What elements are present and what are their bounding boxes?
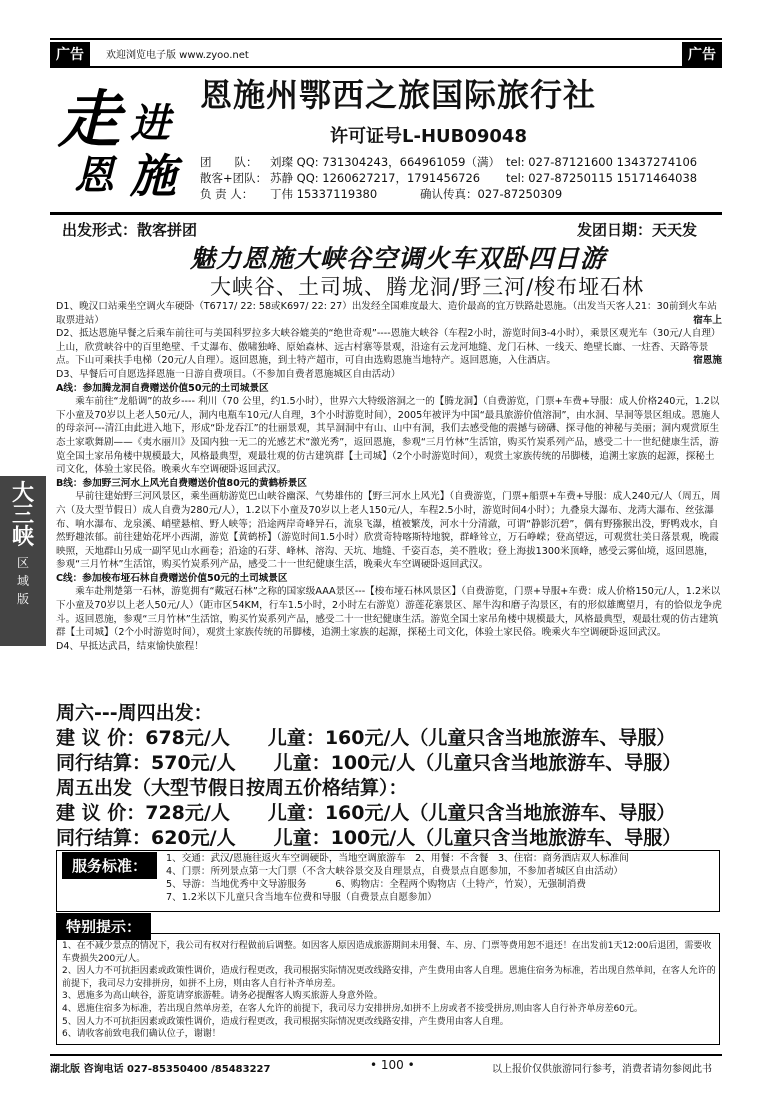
contact-tel: tel: 027-87250115 15171464038: [506, 171, 698, 185]
header-divider: [50, 212, 722, 215]
price-row: 同行结算：570元/人 儿童：100元/人（儿童只含当地旅游车、导服）: [56, 752, 682, 774]
itinerary-day-2: D2、抵达恩施早餐之后乘车前往可与美国科罗拉多大峡谷媲美的“绝世奇观”----恩施大峡谷（车程2小时，游览时间3-4小时），乘景区观光车（30元/人自理）上山，欣赏峡谷中的百里绝壁、千丈瀑布、傲啸独峰、原始森林、远古村寨等景观，沿途有云龙河地缝、龙门石林、一线天、绝壁长廊、一炷香、天路等景点。下山可乘扶手电梯（20元/人自理）。返回恩施，到土特产超市，可自由选购恩施当地特产。返回恩施，入住酒店。 宿恩施: [56, 328, 722, 367]
stay-label: 宿车上: [693, 314, 722, 326]
itinerary-day-3: D3、早餐后可自愿选择恩施一日游自费项目。（不参加自费者恩施城区自由活动）: [56, 368, 401, 380]
contact-row: [200, 186, 562, 202]
footer-contact: 湖北版 咨询电话 027-85350400 /85483227: [50, 1064, 271, 1075]
sidebar-char: 域: [16, 574, 29, 588]
option-b-text: 早前往建始野三河风景区，乘坐画舫游览巴山峡谷幽深、气势雄伟的【野三河水上风光】（自费游览，门票+船票+车费+导服：成人240元/人（周五，周六（及大型节假日）成人自费为280元/人），1.2以下小童及70岁以上老人150元/人，车程2.5小时，游览时间4小时）；九叠泉大瀑布、龙湾大瀑布、丝弦瀑布、响水瀑布、龙泉溪、峭壁悬棺、野人峡等；沿途两岸奇峰异石，流泉飞瀑，植被繁茂，河水十分清澈，可谓“静影沉碧”，偶有野猕猴出没，野鸭戏水，自然野趣浓郁。前往建始花坪小西湖，游览【黄鹤桥】（游览时间1.5小时）欣赏奇特喀斯特地貌，群峰耸立，万石峥嵘；登高望远，可观赏壮美日落景观，晚霞映照，天地群山另成一副罕见山水画卷；沿途的石芽、峰林、溶沟、天坑、地缝、千姿百态，美不胜收；登上海拔1300米顶峰，感受云雾仙境，返回恩施，参观“三月竹林”生活馆，购买竹炭系列产品，感受二十一世纪健康生活，晚乘火车空调硬卧返回武汉。: [56, 491, 721, 571]
logo-char-4: 施: [130, 149, 176, 203]
itinerary-day-1: D1、晚汉口站乘坐空调火车硬卧（T6717/ 22: 58或K697/ 22: 27）出发经全国难度最大、造价最高的宜万铁路赴恩施。（出发当天客人21：30前到火车站取票进站） 宿车上: [56, 301, 722, 326]
ad-tag-right: 广告: [682, 42, 722, 66]
page-number: • 100 •: [370, 1058, 415, 1072]
option-a-text: 乘车前往“龙船调”的故乡---- 利川（70 公里，约1.5小时），世界六大特级溶洞之一的【腾龙洞】（自费游览，门票+车费+导服：成人价格240元，1.2以下小童及70岁以上老人50元/人，洞内电瓶车10元/人自理，3个小时游览时间），2005年被评为中国“最具旅游价值溶洞”，由水洞、旱洞等景区组成。恩施人的母亲河---清江由此进入地下，形成“卧龙吞江”的壮丽景观，其旱洞洞中有山、山中有洞，我们去感受他的震撼与磅礴、探寻他的神秘与美丽；洞内观赏原生态土家歌舞剧——《夷水丽川》及国内独一无二的光感艺术“激光秀”，返回恩施，参观“三月竹林”生活馆，购买竹炭系列产品，感受二十一世纪健康生活，游览全国土家吊角楼中规模最大，风格最典型，观最壮观的仿古建筑群【土司城】（2个小时游览时间），观赏土家族传统的吊脚楼，追溯土家族的起源，探秘土司文化，体验土家民俗。晚乘火车空调硬卧返回武汉。: [56, 396, 720, 476]
contact-role: 散客+团队：: [200, 171, 268, 185]
notice-item: 3、恩施多为高山峡谷，游览请穿旅游鞋。请务必提醒客人购买旅游人身意外险。: [62, 991, 383, 1002]
logo: [56, 74, 190, 202]
sidebar-char: 大: [11, 480, 34, 506]
region-sidebar: [0, 476, 46, 646]
contact-name: 苏静 QQ: 1260627217，1791456726: [270, 171, 481, 185]
contact-name: 丁伟 15337119380: [270, 187, 378, 201]
service-label: 服务标准：: [62, 852, 157, 879]
price-row: 同行结算：620元/人 儿童：100元/人（儿童只含当地旅游车、导服）: [56, 827, 682, 849]
itinerary: [56, 300, 722, 653]
contact-row: [200, 154, 697, 170]
logo-char-2: 进: [130, 100, 170, 147]
contact-row: [200, 170, 697, 186]
ad-tag-left: 广告: [50, 42, 90, 66]
notice-list: [62, 940, 716, 1041]
contact-tel: tel: 027-87121600 13437274106: [506, 155, 698, 169]
option-b-title: B线：参加野三河水上风光自费赠送价值80元的黄鹤桥景区: [56, 477, 307, 489]
stay-label: 宿恩施: [693, 355, 722, 367]
sidebar-char: 峡: [11, 524, 34, 550]
service-list: [166, 852, 629, 904]
sidebar-char: 区: [16, 556, 29, 570]
logo-char-3: 恩: [74, 152, 114, 199]
service-item: 7、1.2米以下儿童只含当地车位费和导服（自费景点自愿参加）: [166, 892, 437, 903]
departure-form: 出发形式：散客拼团: [62, 221, 198, 239]
site-link[interactable]: 欢迎浏览电子版 www.zyoo.net: [106, 50, 249, 61]
contact-name: 刘璨 QQ: 731304243，664961059（满）: [270, 155, 500, 169]
departure-date: 发团日期：天天发: [576, 221, 697, 239]
itinerary-day-4: D4、早抵达武昌，结束愉快旅程！: [56, 640, 204, 652]
route-title: 魅力恩施大峡谷空调火车双卧四日游: [190, 244, 607, 273]
footer-disclaimer: 以上报价仅供旅游同行参考，消费者请勿参阅此书: [492, 1064, 712, 1075]
fax: 确认传真：027-87250309: [420, 187, 563, 201]
license-number: 许可证号L-HUB09048: [330, 126, 527, 147]
footer: [50, 1054, 722, 1075]
sidebar-char: 版: [16, 592, 29, 606]
top-ad-bar: [50, 38, 722, 68]
price-row: 建 议 价：678元/人 儿童：160元/人（儿童只含当地旅游车、导服）: [56, 727, 676, 749]
agency-name: 恩施州鄂西之旅国际旅行社: [200, 76, 597, 114]
notice-item: 1、在不减少景点的情况下，我公司有权对行程做前后调整。如因客人原因造成旅游期间未用餐、车、房、门票等费用恕不退还！在出发前1天12:00后退团，需要收车费损失200元/人。: [62, 941, 712, 964]
notice-label: 特别提示：: [56, 913, 151, 940]
price-heading-1: 周六---周四出发：: [56, 702, 213, 724]
sidebar-char: 三: [11, 502, 34, 528]
price-row: 建 议 价：728元/人 儿童：160元/人（儿童只含当地旅游车、导服）: [56, 802, 676, 824]
notice-item: 6、请收客前致电我们确认位子，谢谢！: [62, 1029, 221, 1040]
price-heading-2: 周五出发（大型节假日按周五价格结算）：: [56, 777, 408, 799]
route-subtitle: 大峡谷、土司城、腾龙洞/野三河/梭布垭石林: [210, 275, 645, 299]
logo-char-1: 走: [58, 83, 121, 156]
option-c-title: C线：参加梭布垭石林自费赠送价值50元的土司城景区: [56, 572, 288, 584]
service-item: 5、导游：当地优秀中文导游服务 6、购物店：全程两个购物店（土特产，竹炭），无强制消费: [166, 879, 586, 890]
notice-item: 5、因人力不可抗拒因素或政策性调价，造成行程更改，我司根据实际情况更改线路安排，产生费用由客人自理。: [62, 1016, 509, 1027]
contact-block: [200, 150, 720, 210]
service-item: 4、门票：所列景点第一大门票（不含大峡谷景交及自理景点，自费景点自愿参加，不参加者城区自由活动）: [166, 866, 624, 877]
contact-role: 团 队：: [200, 155, 258, 169]
notice-item: 4、恩施住宿多为标准，若出现自然单房差，在客人允许的前提下，我司尽力安排拼房,如拼不上房或者不接受拼房,则由客人自行补齐单房差60元。: [62, 1003, 643, 1014]
service-item: 1、交通：武汉/恩施往返火车空调硬卧，当地空调旅游车 2、用餐：不含餐 3、住宿：商务酒店双人标准间: [166, 853, 629, 864]
notice-item: 2、因人力不可抗拒因素或政策性调价，造成行程更改，我司根据实际情况更改线路安排，产生费用由客人自理。恩施住宿务为标准，若出现自然单间，在客人允许的前提下，我司尽力安排拼房，如拼不上房，则由客人自行补齐单房差。: [62, 966, 716, 989]
option-a-title: A线：参加腾龙洞自费赠送价值50元的土司城景区: [56, 382, 269, 394]
option-c-text: 乘车赴荆楚第一石林，游览拥有“戴冠石林”之称的国家级AAA景区---【梭布垭石林风景区】（自费游览，门票+导服+车费：成人价格150元/人，1.2米以下小童及70岁以上老人50元/人）（距市区54KM，行车1.5小时，2小时左右游览）游莲花寨景区、犀牛沟和磨子沟景区，有的形似雄鹰望月，有的恰似龙争虎斗。返回恩施，参观“三月竹林”生活馆，购买竹炭系列产品，感受二十一世纪健康生活。游览全国土家吊角楼中规模最大，风格最典型，观最壮观的仿古建筑群【土司城】（2个小时游览时间），观赏土家族传统的吊脚楼，追溯土家族的起源，探秘土司文化，体验土家民俗。晚乘火车空调硬卧返回武汉。: [56, 586, 722, 639]
contact-role: 负 责 人：: [200, 187, 254, 201]
